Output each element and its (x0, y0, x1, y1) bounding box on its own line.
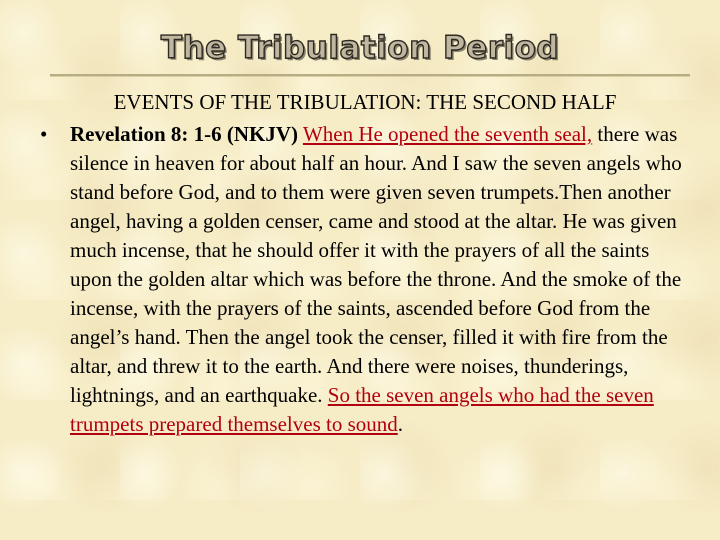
title-divider (50, 74, 690, 77)
bullet-item (40, 120, 700, 439)
passage-end-punctuation: . (397, 412, 404, 436)
slide-subtitle: EVENTS OF THE TRIBULATION: THE SECOND HALF (113, 90, 617, 114)
bullet-icon: • (40, 122, 48, 146)
scripture-reference: Revelation 8: 1-6 (NKJV) (70, 122, 299, 146)
highlighted-text-end: So the seven angels who had the seven trumpets prepared themselves to sound (70, 383, 654, 436)
highlighted-text-start: When He opened the seventh seal, (302, 122, 593, 146)
passage-body: there was silence in heaven for about half an hour. And I saw the seven angels who stand before God, and to them were given seven trumpets.Then another angel, having a golden censer, came and stood at the altar. He was given much incense, that he should offer it with the prayers of all the saints upon the golden altar which was before the throne. And the smoke of the incense, with the prayers of the saints, ascended before God from the angel’s hand. Then the angel took the censer, filled it with fire from the altar, and threw it to the earth. And there were noises, thunderings, lightnings, and an earthquake. (70, 122, 682, 407)
slide-title: The Tribulation Period (160, 30, 560, 66)
scripture-passage (70, 120, 690, 439)
